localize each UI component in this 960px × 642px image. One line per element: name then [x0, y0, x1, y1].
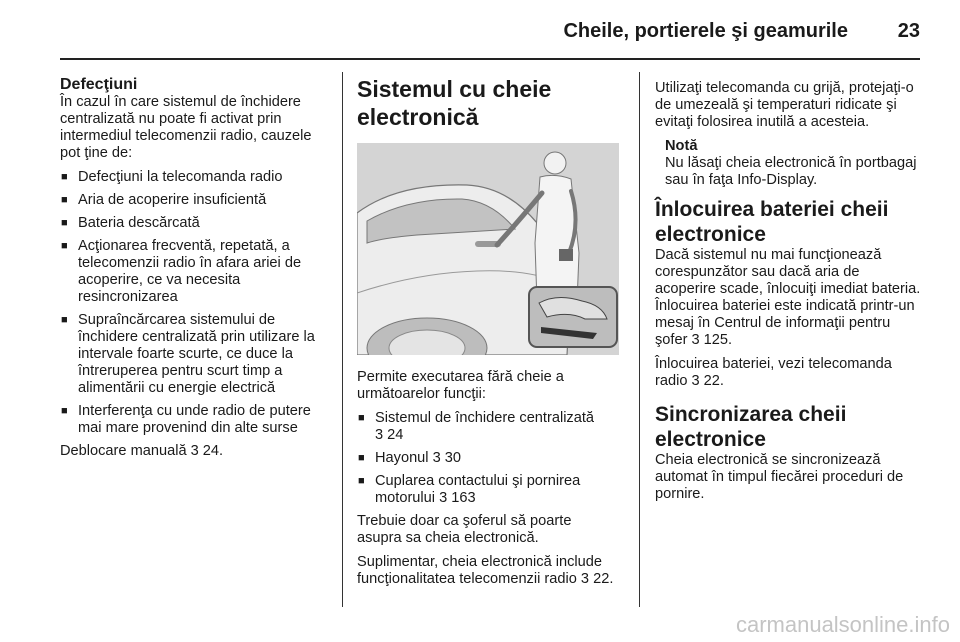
defects-list [60, 169, 328, 437]
keyless-functions-list [357, 410, 619, 507]
section-heading-defects: Defecţiuni [60, 76, 138, 93]
car-keyless-illustration [357, 143, 619, 355]
note-title: Notă [665, 138, 698, 154]
page-reference-link[interactable]: 3 24. [190, 443, 224, 459]
list-item: ■ Defecţiuni la telecomanda radio [60, 169, 328, 186]
list-item: ■ Interferenţa cu unde radio de putere mai mare provenind din alte surse [60, 403, 328, 437]
battery-replace-text: Înlocuirea bateriei, vezi telecomanda radio [655, 356, 892, 389]
care-paragraph: Utilizaţi telecomanda cu grijă, protejaţi-o de umezeală şi temperaturi ridicate şi evitaţi folosirea inutilă a acesteia. [655, 80, 914, 130]
page-reference-link[interactable]: 3 24 [375, 427, 404, 443]
watermark: carmanualsonline.info [735, 612, 950, 637]
page-reference-link[interactable]: 3 22. [580, 571, 614, 587]
battery-replace-paragraph [655, 356, 921, 390]
list-item-text: Sistemul de închidere centralizată [375, 410, 595, 426]
keyless-intro: Permite executarea fără cheie a următoarelor funcţii: [357, 369, 564, 402]
list-item [357, 473, 619, 507]
keyless-para-1: Trebuie doar ca şoferul să poarte asupra sa cheia electronică. [357, 513, 572, 546]
battery-paragraph-text: Dacă sistemul nu mai funcţionează corespunzător sau dacă aria de acoperire scade, înlocuiţi imediat bateria. Înlocuirea bateriei este indicată printr-un mesaj în Centrul de informaţii pentru şofer [655, 247, 921, 348]
note-text: Nu lăsaţi cheia electronică în portbagaj sau în faţa Info-Display. [665, 155, 917, 188]
page-reference-link[interactable]: 3 22. [691, 373, 724, 389]
list-item: ■ Supraîncărcarea sistemului de închidere centralizată prin utilizare la intervale foarte scurte, ce duce la întreruperea pentru scurt timp a alimentării cu energie electrică [60, 312, 328, 397]
column-left [60, 75, 328, 467]
note-box [655, 138, 921, 189]
page-header [60, 14, 920, 60]
page-title: Cheile, portierele şi geamurile [563, 20, 848, 42]
sync-paragraph: Cheia electronică se sincronizează automat în timpul fiecărei proceduri de pornire. [655, 452, 904, 502]
page-number: 23 [897, 20, 920, 42]
page-reference-link[interactable]: 3 163 [439, 490, 476, 506]
manual-unlock-text: Deblocare manuală [60, 443, 187, 459]
section-heading-sync: Sincronizarea cheii electronice [655, 403, 847, 451]
list-item [357, 450, 619, 467]
list-item: ■ Bateria descărcată [60, 215, 328, 232]
keyless-para-2-text: Suplimentar, cheia electronică include funcţionalitatea telecomenzii radio [357, 554, 602, 587]
column-divider-1 [342, 72, 343, 607]
battery-paragraph [655, 247, 921, 349]
list-item-text: Cuplarea contactului şi pornirea motorului [375, 473, 581, 506]
column-middle [357, 75, 619, 595]
list-item-text: Hayonul [375, 450, 429, 466]
section-heading-battery: Înlocuirea bateriei cheii electronice [655, 198, 889, 246]
keyless-para-2 [357, 554, 619, 588]
page-reference-link[interactable]: 3 30 [432, 450, 462, 466]
page-reference-link[interactable]: 3 125. [691, 332, 733, 348]
defects-intro: În cazul în care sistemul de închidere centralizată nu poate fi activat prin intermediul telecomenzii radio, cauzele pot ţine de: [60, 94, 312, 161]
section-heading-keyless: Sistemul cu cheie electronică [357, 76, 552, 130]
list-item [357, 410, 619, 444]
car-illustration-icon [357, 143, 619, 355]
header-rule [60, 58, 920, 60]
list-item: ■ Aria de acoperire insuficientă [60, 192, 328, 209]
manual-unlock-paragraph [60, 443, 328, 460]
column-right [655, 80, 921, 510]
column-divider-2 [639, 72, 640, 607]
list-item: ■ Acţionarea frecventă, repetată, a telecomenzii radio în afara ariei de acoperire, ce va necesita resincronizarea [60, 238, 328, 306]
